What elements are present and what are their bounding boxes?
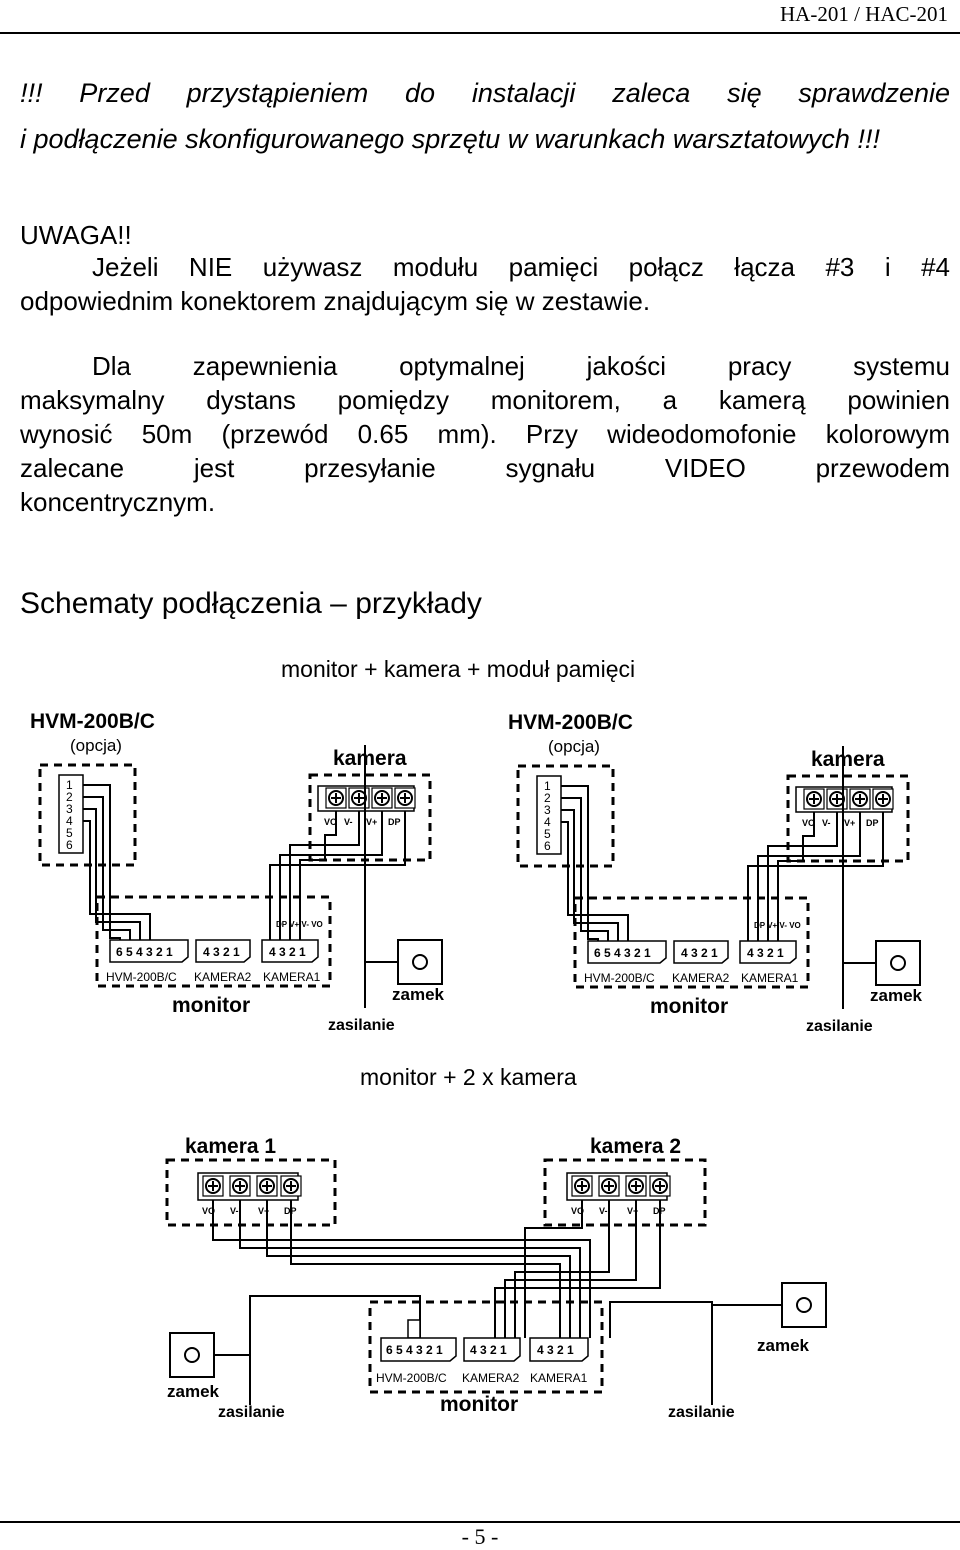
distance-line-1: Dla zapewnienia optymalnej jakości pracy systemu [92, 351, 950, 381]
camera2-terminal-vo: VO [571, 1206, 585, 1216]
connector-label-hvm: HVM-200B/C [584, 971, 655, 985]
camera-terminal-vo: VO [802, 818, 816, 828]
section-title: Schematy podłączenia – przykłady [20, 587, 482, 620]
connector-pins-hvm: 6 5 4 3 2 1 [386, 1343, 443, 1357]
connector-pins-kamera2: 4 3 2 1 [470, 1343, 507, 1357]
warning-line-2: odpowiednim konektorem znajdującym się w zestawie. [20, 286, 651, 316]
power-wires [365, 745, 398, 1008]
camera-wires [213, 1200, 660, 1338]
lock-left-label: zamek [167, 1382, 219, 1401]
note-line-2: i podłączenie skonfigurowanego sprzętu w warunkach warsztatowych !!! [20, 124, 880, 154]
module-pin-2: 2 [544, 791, 551, 805]
module-pin-1: 1 [544, 779, 551, 793]
module-label: HVM-200B/C [508, 711, 633, 734]
diagram1-right [508, 711, 923, 1035]
camera-terminal-dp: DP [388, 817, 401, 827]
connector-label-hvm: HVM-200B/C [376, 1371, 447, 1385]
diagram2-title: monitor + 2 x kamera [360, 1064, 577, 1090]
page-number: - 5 - [461, 1524, 499, 1549]
connector-label-kamera1: KAMERA1 [530, 1371, 588, 1385]
power-label: zasilanie [806, 1018, 873, 1035]
module-pin-4: 4 [66, 814, 73, 828]
camera2-label: kamera 2 [590, 1135, 682, 1158]
camera-terminal-vminus: V- [344, 817, 353, 827]
connector-pins-kamera1: 4 3 2 1 [747, 946, 784, 960]
camera1-terminal-vminus: V- [230, 1206, 239, 1216]
camera-terminal-dp: DP [866, 818, 879, 828]
camera1-label: kamera 1 [185, 1135, 277, 1158]
power-wires [843, 746, 876, 1009]
lock-left-box [170, 1333, 214, 1377]
module-option: (opcja) [548, 737, 600, 756]
connector-label-kamera1: KAMERA1 [263, 970, 321, 984]
warning-line-1: Jeżeli NIE używasz modułu pamięci połącz łącza #3 i #4 [92, 252, 950, 282]
warning-title: UWAGA!! [20, 220, 132, 250]
lock-right-label: zamek [757, 1336, 809, 1355]
connector-label-kamera2: KAMERA2 [462, 1371, 520, 1385]
diagram1-left [30, 710, 445, 1034]
camera-terminal-vplus: V+ [366, 817, 378, 827]
connector-pins-hvm: 6 5 4 3 2 1 [116, 945, 173, 959]
diagram1-title: monitor + kamera + moduł pamięci [281, 656, 636, 682]
camera-terminal-vo: VO [324, 817, 338, 827]
camera1-terminal-dp: DP [284, 1206, 297, 1216]
module-pin-2: 2 [66, 790, 73, 804]
module-label: HVM-200B/C [30, 710, 155, 733]
connector-label-kamera2: KAMERA2 [672, 971, 730, 985]
lock-label: zamek [392, 985, 444, 1004]
camera-terminal-vminus: V- [822, 818, 831, 828]
lock-right-box [782, 1283, 826, 1327]
connector-pins-hvm: 6 5 4 3 2 1 [594, 946, 651, 960]
power-left-label: zasilanie [218, 1404, 285, 1421]
connector-pins-kamera2: 4 3 2 1 [203, 945, 240, 959]
module-pin-1: 1 [66, 778, 73, 792]
connector-label-kamera2: KAMERA2 [194, 970, 252, 984]
module-outline [518, 766, 613, 866]
connector-pins-kamera1: 4 3 2 1 [269, 945, 306, 959]
module-option: (opcja) [70, 736, 122, 755]
lock-box [876, 941, 920, 985]
module-pin-3: 3 [66, 802, 73, 816]
kamera1-pin-labels: DP V+ V- VO [276, 920, 323, 929]
distance-line-3: wynosić 50m (przewód 0.65 mm). Przy wideodomofonie kolorowym [20, 419, 950, 449]
camera-label: kamera [811, 748, 885, 771]
note-line-1: !!! Przed przystąpieniem do instalacji zaleca się sprawdzenie [20, 78, 950, 108]
monitor-jumper [408, 1320, 420, 1338]
distance-line-4: zalecane jest przesyłanie sygnału VIDEO przewodem [20, 453, 950, 483]
lock-box [398, 940, 442, 984]
lock-label: zamek [870, 986, 922, 1005]
module-outline [40, 765, 135, 865]
footer-rule [0, 1521, 960, 1523]
camera2-terminal-vplus: V+ [627, 1206, 639, 1216]
camera2-terminal-dp: DP [653, 1206, 666, 1216]
document-code: HA-201 / HAC-201 [780, 2, 948, 26]
camera1-terminal-vplus: V+ [258, 1206, 270, 1216]
camera2-terminal-vminus: V- [599, 1206, 608, 1216]
module-pin-3: 3 [544, 803, 551, 817]
monitor-label: monitor [440, 1393, 519, 1416]
connector-label-hvm: HVM-200B/C [106, 970, 177, 984]
connector-pins-kamera2: 4 3 2 1 [681, 946, 718, 960]
power-label: zasilanie [328, 1017, 395, 1034]
camera-terminal-vplus: V+ [844, 818, 856, 828]
module-pin-5: 5 [66, 826, 73, 840]
module-pin-6: 6 [66, 838, 73, 852]
module-pin-5: 5 [544, 827, 551, 841]
camera-label: kamera [333, 747, 407, 770]
distance-line-2: maksymalny dystans pomiędzy monitorem, a kamerą powinien [20, 385, 950, 415]
kamera1-pin-labels: DP V+ V- VO [754, 921, 801, 930]
monitor-label: monitor [650, 995, 729, 1018]
connector-pins-kamera1: 4 3 2 1 [537, 1343, 574, 1357]
distance-line-5: koncentrycznym. [20, 487, 216, 517]
connector-label-kamera1: KAMERA1 [741, 971, 799, 985]
camera1-terminal-vo: VO [202, 1206, 216, 1216]
module-pin-6: 6 [544, 839, 551, 853]
monitor-label: monitor [172, 994, 251, 1017]
power-right-label: zasilanie [668, 1404, 735, 1421]
diagram2 [167, 1135, 826, 1421]
module-pin-4: 4 [544, 815, 551, 829]
